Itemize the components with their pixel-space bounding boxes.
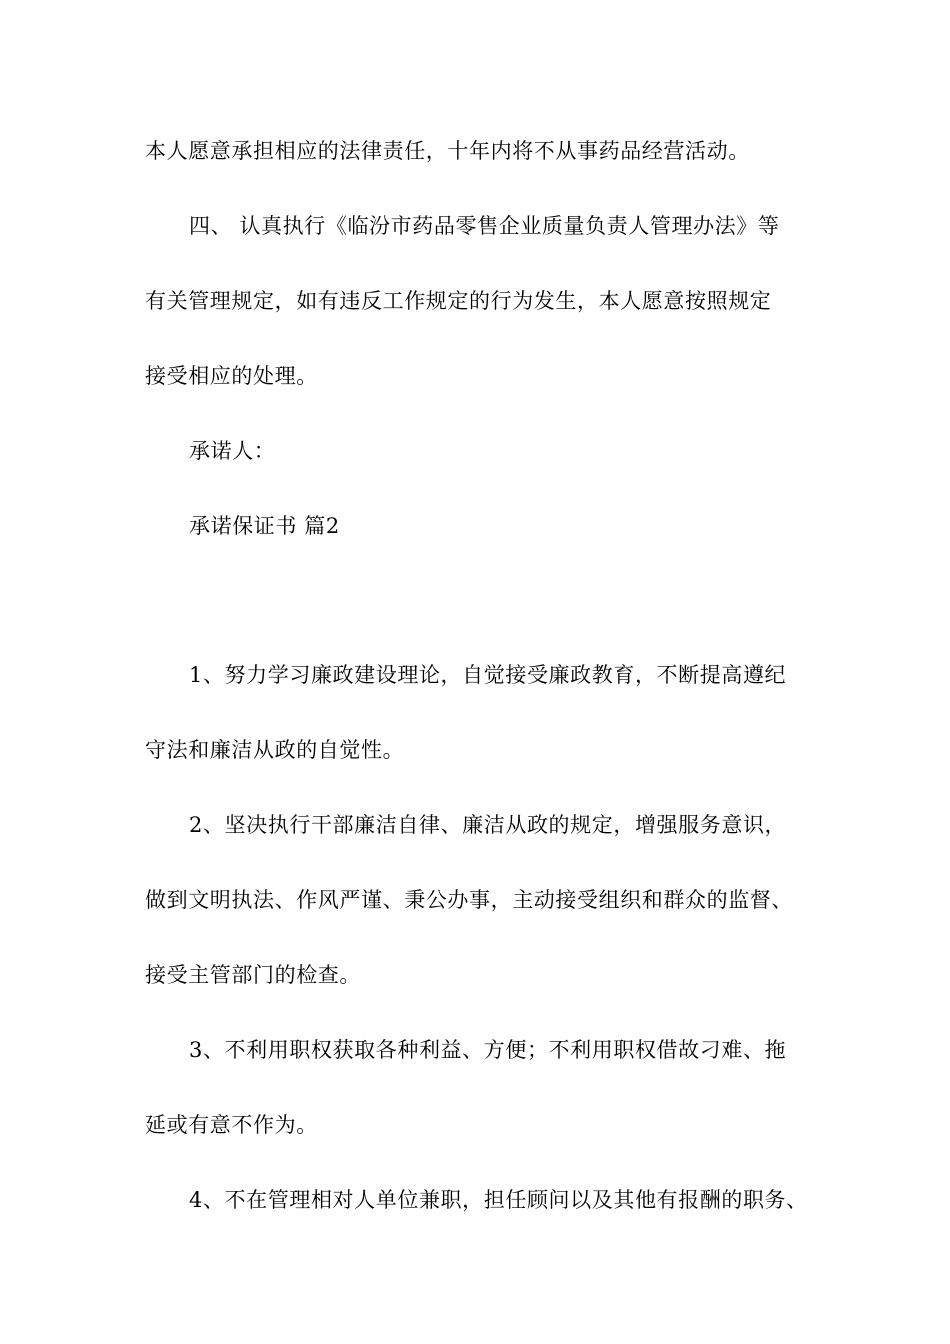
- section-heading: 承诺保证书 篇2: [189, 514, 340, 538]
- paragraph-line-10: 3、不利用职权获取各种利益、方便；不利用职权借故刁难、拖: [189, 1038, 787, 1062]
- paragraph-line-6: 守法和廉洁从政的自觉性。: [145, 738, 405, 762]
- paragraph-line-3: 有关管理规定，如有违反工作规定的行为发生，本人愿意按照规定: [145, 289, 772, 313]
- signature-label: 承诺人：: [189, 439, 276, 463]
- paragraph-line-12: 4、不在管理相对人单位兼职，担任顾问以及其他有报酬的职务、: [189, 1188, 808, 1212]
- paragraph-line-2: 四、 认真执行《临汾市药品零售企业质量负责人管理办法》等: [189, 214, 780, 238]
- paragraph-line-7: 2、坚决执行干部廉洁自律、廉洁从政的规定，增强服务意识，: [189, 813, 787, 837]
- paragraph-line-1: 本人愿意承担相应的法律责任，十年内将不从事药品经营活动。: [145, 139, 750, 163]
- paragraph-line-11: 延或有意不作为。: [145, 1113, 318, 1137]
- paragraph-line-5: 1、努力学习廉政建设理论，自觉接受廉政教育，不断提高遵纪: [189, 663, 787, 687]
- paragraph-line-9: 接受主管部门的检查。: [145, 963, 361, 987]
- paragraph-line-8: 做到文明执法、作风严谨、秉公办事，主动接受组织和群众的监督、: [145, 888, 793, 912]
- paragraph-line-4: 接受相应的处理。: [145, 364, 318, 388]
